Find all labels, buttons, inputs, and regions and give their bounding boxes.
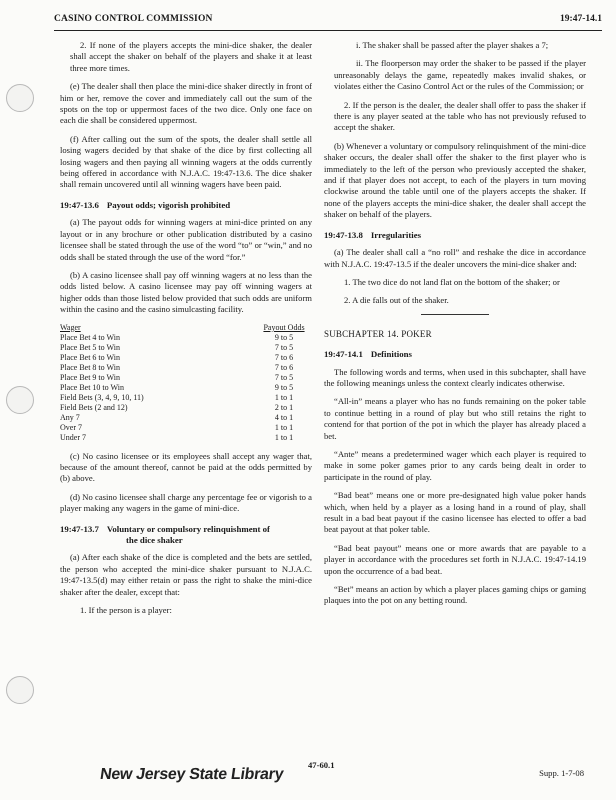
wager-column-header: Wager xyxy=(60,322,81,332)
paragraph: (c) No casino licensee or its employees shall accept any wager that, because of the amount thereof, cannot be paid at the odds permitted by (b) above. xyxy=(60,450,312,484)
table-row xyxy=(60,333,312,343)
odds-cell: 2 to 1 xyxy=(274,402,294,412)
paragraph: 2. If none of the players accepts the mini-dice shaker, the dealer shall accept the shaker on behalf of the players and shake it at least three more times. xyxy=(70,40,312,73)
wager-cell: Place Bet 9 to Win xyxy=(60,372,120,382)
header-section-number: 19:47-14.1 xyxy=(560,14,602,24)
odds-cell: 7 to 6 xyxy=(274,362,294,372)
odds-cell: 4 to 1 xyxy=(274,412,294,422)
supplement-date: Supp. 1-7-08 xyxy=(539,768,584,778)
odds-cell: 7 to 5 xyxy=(274,342,294,352)
paragraph: (b) Whenever a voluntary or compulsory relinquishment of the mini-dice shaker occurs, the dealer shall offer the shaker to the first player who is immediately to the left of the person who previously accepted the shaker, and if that player does not accept, to each of the players in turn moving clockwise around the table until one of the players accepts the shaker. If none of the players accepts the mini-dice shaker, the dealer shall accept the shaker on behalf of the players. xyxy=(324,140,586,220)
right-column xyxy=(324,40,586,614)
odds-cell: 1 to 1 xyxy=(274,422,294,432)
definition-bet: “Bet” means an action by which a player places gaming chips or gaming plaques into the pot on any betting round. xyxy=(324,584,586,606)
section-title: Voluntary or compulsory relinquishment of xyxy=(106,523,270,534)
header-title: CASINO CONTROL COMMISSION xyxy=(54,14,213,24)
section-title: Irregularities xyxy=(370,229,422,240)
odds-cell: 1 to 1 xyxy=(274,432,294,442)
wager-cell: Over 7 xyxy=(60,422,82,432)
odds-column-header: Payout Odds xyxy=(263,322,305,332)
binder-hole-bottom xyxy=(6,676,34,704)
definition-ante: “Ante” means a predetermined wager which each player is required to make in some poker games prior to any cards being dealt in order to participate in the round of play. xyxy=(324,448,586,482)
section-number: 19:47-13.7 xyxy=(60,523,99,534)
payout-odds-table xyxy=(60,323,312,443)
odds-cell: 7 to 5 xyxy=(274,372,294,382)
wager-cell: Under 7 xyxy=(60,432,86,442)
paragraph: (a) After each shake of the dice is completed and the bets are settled, the person who accepted the mini-dice shaker pursuant to N.J.A.C. 19:47-13.5(d) may either retain or pass the right to shake the mini-dice shaker after the dealer, except that: xyxy=(60,552,312,597)
definition-bad-beat: “Bad beat” means one or more pre-designated high value poker hands which, when held by a player as a losing hand in a round of play, shall result in a bad beat payout if the casino licensee has elected to offer a bad beat payout at that poker table. xyxy=(324,490,586,535)
wager-cell: Place Bet 8 to Win xyxy=(60,362,120,372)
binder-hole-top xyxy=(6,84,34,112)
section-number: 19:47-14.1 xyxy=(324,349,363,360)
paragraph: ii. The floorperson may order the shaker to be passed if the player unreasonably delays the game, repeatedly makes invalid shakes, or violates either the Casino Control Act or the rules of the Commission; or xyxy=(334,58,586,92)
paragraph: (e) The dealer shall then place the mini-dice shaker directly in front of him or her, remove the cover and immediately call out the sum of the spots on the top or uppermost faces of the two dice. Only one face on each die shall be considered uppermost. xyxy=(60,81,312,126)
paragraph: (a) The payout odds for winning wagers at mini-dice printed on any layout or in any brochure or other publication distributed by a casino licensee shall be stated through the use of the word “to” or “win,” and no odds shall be stated through the use of the word “for.” xyxy=(60,217,312,262)
paragraph: 2. A die falls out of the shaker. xyxy=(344,295,449,306)
divider xyxy=(421,314,489,315)
wager-cell: Place Bet 6 to Win xyxy=(60,352,120,362)
section-number: 19:47-13.8 xyxy=(324,229,363,240)
section-heading-13-6 xyxy=(60,200,312,211)
paragraph: 1. If the person is a player: xyxy=(80,605,172,615)
binder-hole-middle xyxy=(6,386,34,414)
section-number: 19:47-13.6 xyxy=(60,199,99,210)
paragraph: (d) No casino licensee shall charge any percentage fee or vigorish to a player making any wagers in the game of mini-dice. xyxy=(60,491,312,514)
table-row xyxy=(60,403,312,413)
paragraph: 1. The two dice do not land flat on the bottom of the shaker; or xyxy=(344,276,560,287)
subchapter-heading: SUBCHAPTER 14. POKER xyxy=(324,328,432,339)
odds-cell: 1 to 1 xyxy=(274,392,294,402)
odds-table-header xyxy=(60,323,312,333)
wager-cell: Place Bet 4 to Win xyxy=(60,332,120,342)
section-title-continued: the dice shaker xyxy=(126,534,183,545)
definition-bad-beat-payout: “Bad beat payout” means one or more awards that are payable to a player in accordance with the procedures set forth in N.J.A.C. 19:47-14.19 upon the occurrence of a bad beat. xyxy=(324,542,586,576)
wager-cell: Field Bets (3, 4, 9, 10, 11) xyxy=(60,392,144,402)
section-heading-13-7 xyxy=(60,524,312,547)
table-row xyxy=(60,373,312,383)
table-row xyxy=(60,343,312,353)
wager-cell: Place Bet 5 to Win xyxy=(60,342,120,352)
page-header xyxy=(54,12,602,31)
paragraph: (b) A casino licensee shall pay off winning wagers at no less than the odds listed below. A casino licensee may pay off winning wagers at higher odds than those listed below provided that such odds are uniform within the casino and the casino simulcasting facility. xyxy=(60,269,312,315)
definition-all-in: “All-in” means a player who has no funds remaining on the poker table to continue betting in a round of play but who still retains the right to contend for that portion of the pot in which the player has already placed a bet. xyxy=(324,396,586,441)
paragraph: 2. If the person is the dealer, the dealer shall offer to pass the shaker if there is any player seated at the table who has not previously refused to accept the shaker. xyxy=(334,99,586,133)
library-stamp: New Jersey State Library xyxy=(98,766,285,783)
paragraph: (a) The dealer shall call a “no roll” and reshake the dice in accordance with N.J.A.C. 19:47-13.5 if the dealer uncovers the mini-dice shaker and: xyxy=(324,247,586,269)
odds-cell: 7 to 6 xyxy=(274,352,294,362)
table-row xyxy=(60,433,312,443)
wager-cell: Any 7 xyxy=(60,412,80,422)
table-row xyxy=(60,393,312,403)
table-row xyxy=(60,423,312,433)
odds-cell: 9 to 5 xyxy=(274,382,294,392)
section-heading-13-8 xyxy=(324,230,586,241)
table-row xyxy=(60,363,312,373)
table-row xyxy=(60,413,312,423)
paragraph: The following words and terms, when used in this subchapter, shall have the following meanings unless the context clearly indicates otherwise. xyxy=(324,366,586,388)
paragraph: i. The shaker shall be passed after the player shakes a 7; xyxy=(356,40,549,50)
section-heading-14-1 xyxy=(324,349,586,360)
section-title: Definitions xyxy=(370,349,412,360)
page-number: 47-60.1 xyxy=(308,760,335,770)
wager-cell: Field Bets (2 and 12) xyxy=(60,402,128,412)
wager-cell: Place Bet 10 to Win xyxy=(60,382,124,392)
section-title: Payout odds; vigorish prohibited xyxy=(106,199,231,210)
paragraph: (f) After calling out the sum of the spots, the dealer shall settle all losing wagers decided by that shake of the dice by first collecting all losing wagers and then paying all winning wagers at the odds currently being offered in accordance with N.J.A.C. 19:47-13.6. The dice shaker shall remain uncovered until all winning wagers have been paid. xyxy=(60,133,312,190)
table-row xyxy=(60,353,312,363)
odds-cell: 9 to 5 xyxy=(274,332,294,342)
table-row xyxy=(60,383,312,393)
left-column xyxy=(60,40,312,623)
